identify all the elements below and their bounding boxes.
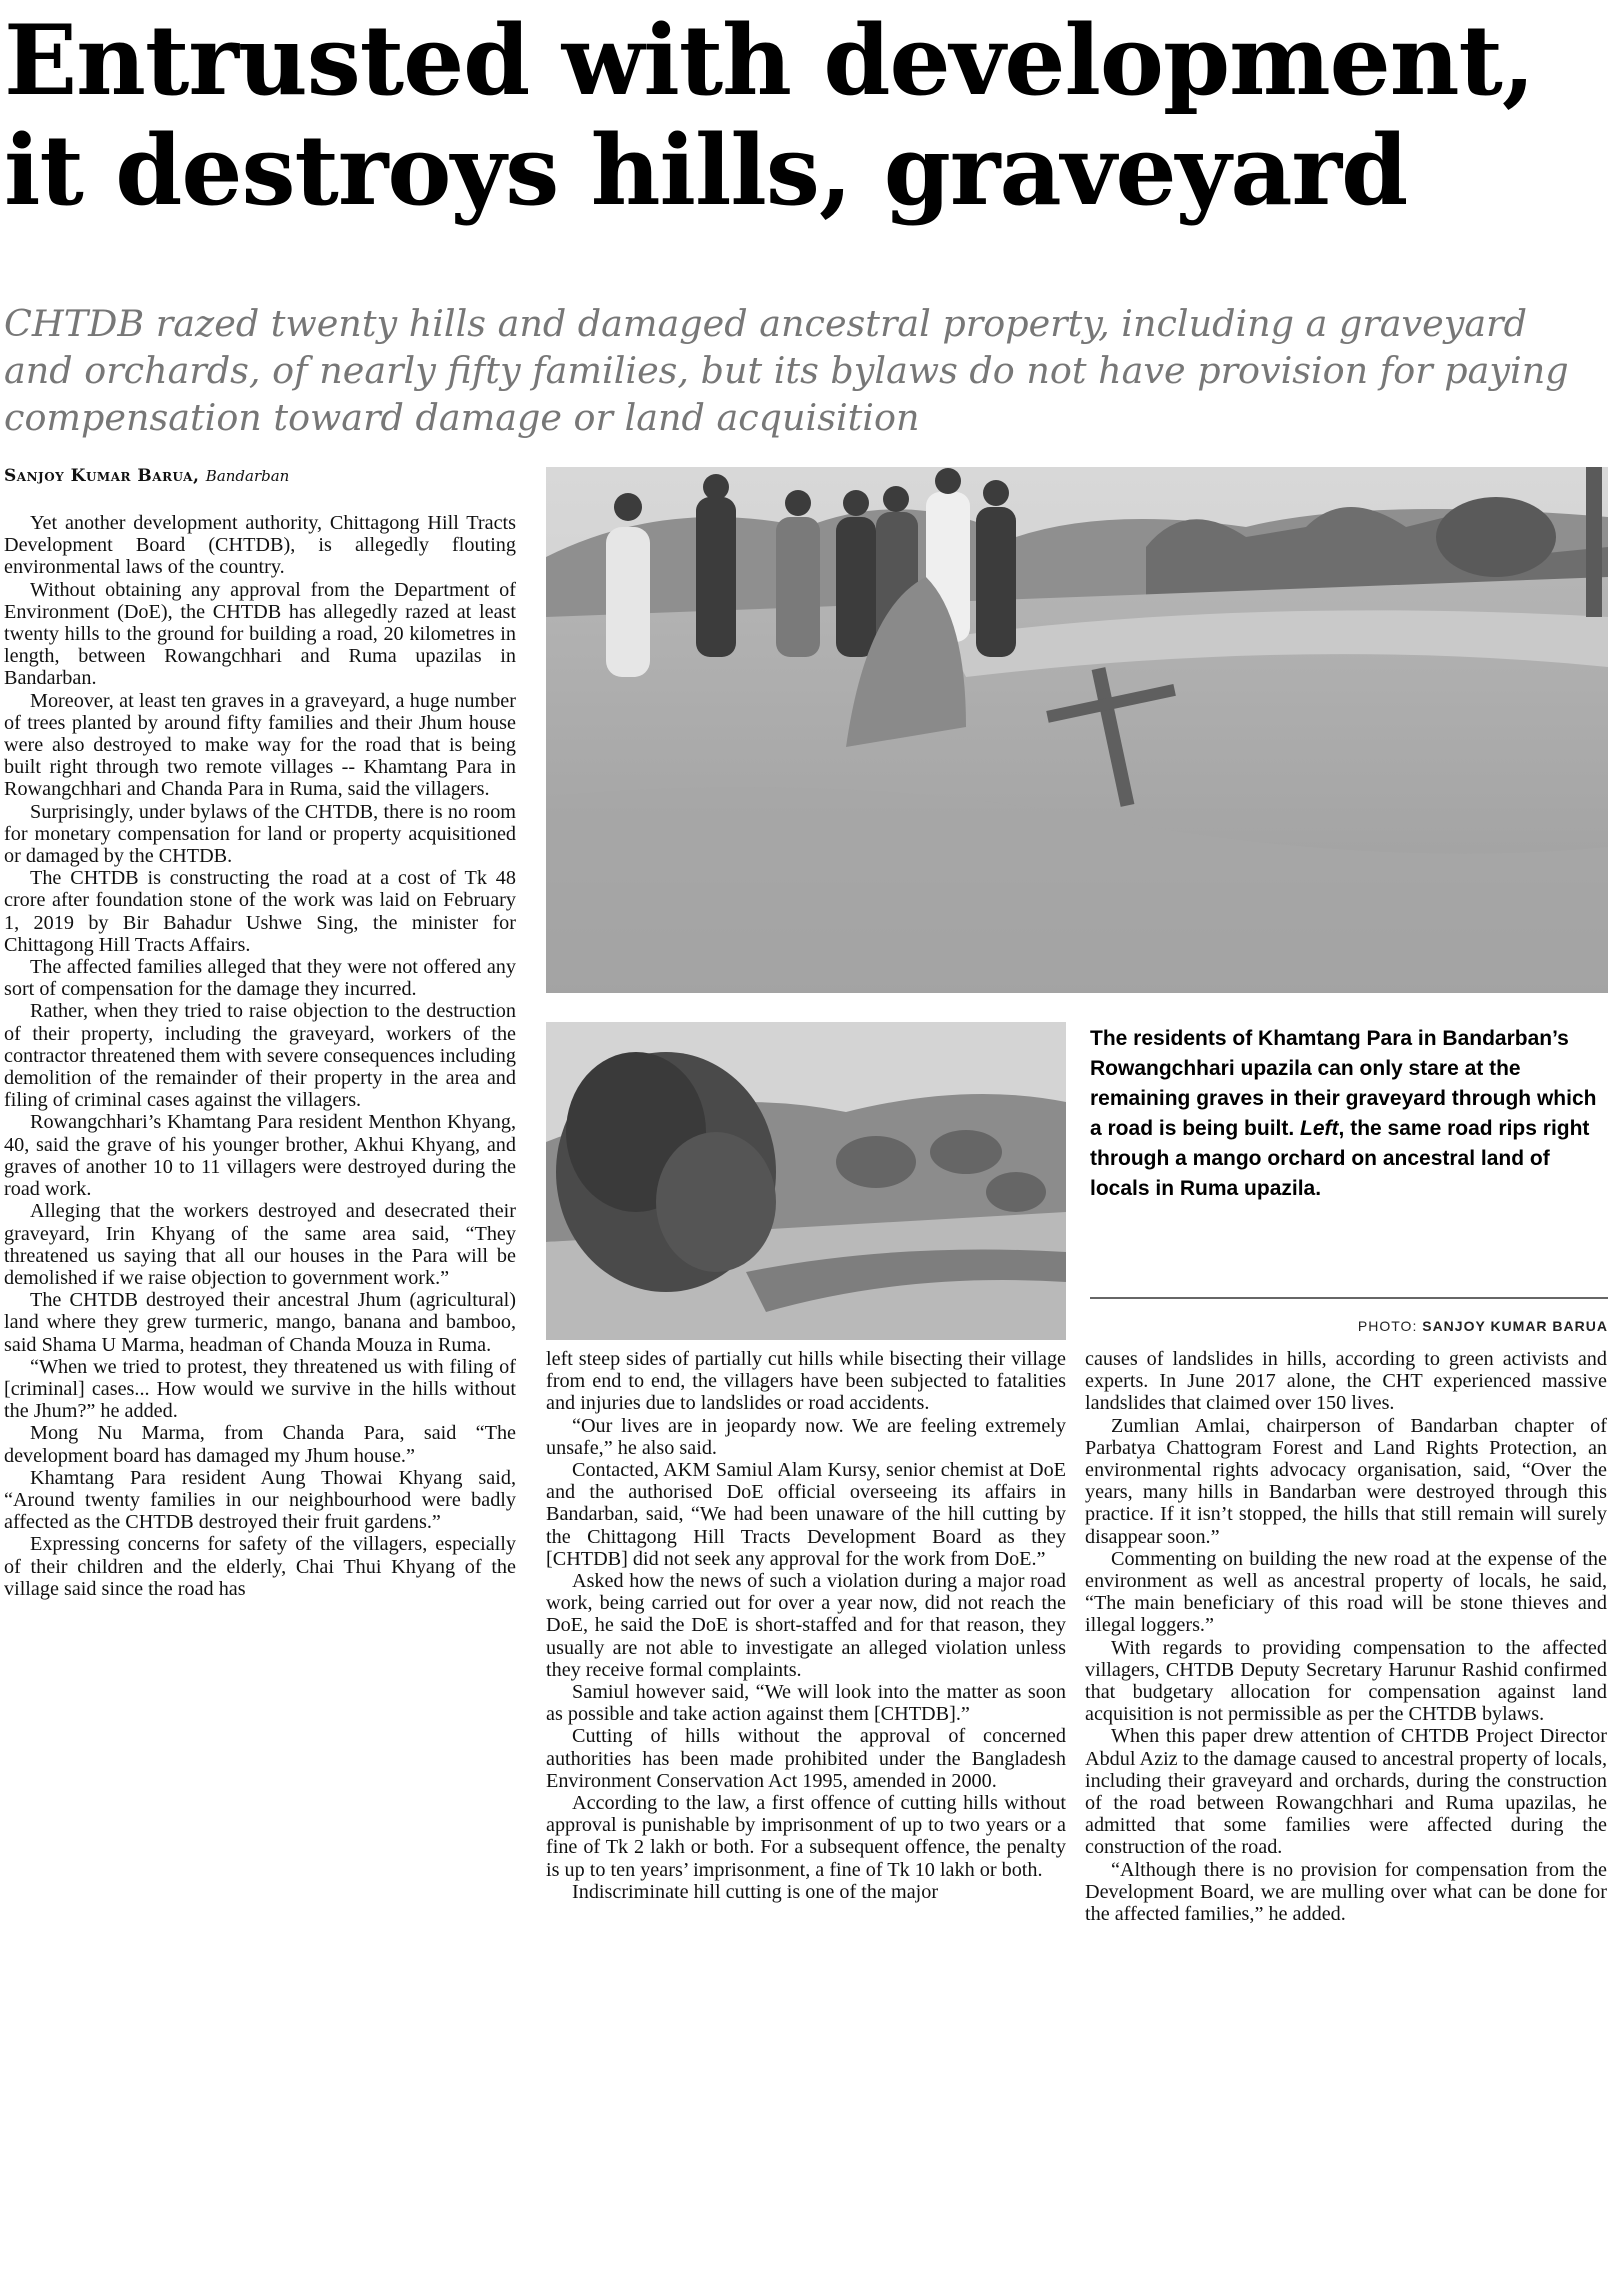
paragraph: “When we tried to protest, they threatened us with filing of [criminal] cases... How would we survive in the hills without the Jhum?” he added. — [4, 1355, 516, 1423]
paragraph: “Although there is no provision for compensation from the Development Board, we are mulling over what can be done for the affected families,” he added. — [1085, 1858, 1607, 1926]
headline-line-1: Entrusted with development, — [4, 4, 1535, 117]
paragraph: Rather, when they tried to raise objection to the destruction of their property, including the graveyard, workers of the contractor threatened them with severe consequences including demolition of the remainder of their property in the area and filing of criminal cases against the villagers. — [4, 1000, 516, 1112]
byline — [4, 466, 289, 486]
secondary-photo — [546, 1022, 1066, 1340]
paragraph: Cutting of hills without the approval of concerned authorities has been made prohibited under the Bangladesh Environment Conservation Act 1995, amended in 2000. — [546, 1725, 1066, 1792]
caption-text-1: The residents of Khamtang Para in Bandarban’s Rowangchhari upazila can only stare at the remaining graves in their graveyard through which a road is being built. — [1090, 1027, 1597, 1140]
paragraph: The CHTDB is constructing the road at a cost of Tk 48 crore after foundation stone of the work was laid on February 1, 2019 by Bir Bahadur Ushwe Sing, the minister for Chittagong Hill Tracts Affairs. — [4, 867, 516, 956]
paragraph: Contacted, AKM Samiul Alam Kursy, senior chemist at DoE and the authorised DoE official overseeing its affairs in Bandarban, said, “We had been unaware of the hill cutting by the Chittagong Hill Tracts Development Board as they [CHTDB] did not seek any approval for the work from DoE.” — [546, 1459, 1066, 1570]
paragraph: The CHTDB destroyed their ancestral Jhum (agricultural) land where they grew turmeric, mango, banana and bamboo, said Shama U Marma, headman of Chanda Mouza in Ruma. — [4, 1289, 516, 1356]
paragraph: Khamtang Para resident Aung Thowai Khyang said, “Around twenty families in our neighbourhood were badly affected as the CHTDB destroyed their fruit gardens.” — [4, 1466, 516, 1534]
paragraph: Alleging that the workers destroyed and desecrated their graveyard, Irin Khyang of the same area said, “They threatened us saying that all our houses in the Para will be demolished if we raise objection to government work.” — [4, 1200, 516, 1289]
photo-credit-label: PHOTO: — [1357, 1318, 1423, 1334]
caption-left-label: Left — [1300, 1117, 1339, 1140]
mango-tree — [556, 1052, 776, 1292]
paragraph: With regards to providing compensation to the affected villagers, CHTDB Deputy Secretary Harunur Rashid confirmed that budgetary allocation for compensation against land acquisition is not permissible as per the CHTDB bylaws. — [1085, 1636, 1607, 1726]
headline — [4, 6, 1604, 226]
paragraph: “Our lives are in jeopardy now. We are feeling extremely unsafe,” he also said. — [546, 1414, 1066, 1459]
paragraph: causes of landslides in hills, according to green activists and experts. In June 2017 alone, the CHT experienced massive landslides that claimed over 150 lives. — [1085, 1348, 1607, 1415]
article-column-2 — [546, 1348, 1066, 2284]
subheadline: CHTDB razed twenty hills and damaged ancestral property, including a graveyard and orchards, of nearly fifty families, but its bylaws do not have provision for paying compensation toward damage or land acquisition — [4, 302, 1569, 439]
paragraph: When this paper drew attention of CHTDB Project Director Abdul Aziz to the damage caused to ancestral property of locals, including their graveyard and orchards, during the construction of the road between Rowangchhari and Ruma upazilas, he admitted that some families were affected during the construction of the road. — [1085, 1725, 1607, 1859]
paragraph: Zumlian Amlai, chairperson of Bandarban chapter of Parbatya Chattogram Forest and Land Rights Protection, an environmental rights advocacy organisation, said, “Over the years, many hills in Bandarban were destroyed through this practice. If it isn’t stopped, the hills that still remain will surely disappear soon.” — [1085, 1414, 1607, 1548]
headline-line-2: it destroys hills, graveyard — [4, 114, 1408, 227]
paragraph: Rowangchhari’s Khamtang Para resident Menthon Khyang, 40, said the grave of his younger brother, Akhui Khyang, and graves of another 10 to 11 villagers were destroyed during the road work. — [4, 1111, 516, 1201]
paragraph: The affected families alleged that they were not offered any sort of compensation for the damage they incurred. — [4, 956, 516, 1001]
paragraph: Asked how the news of such a violation during a major road work, being carried out for over a year now, did not reach the DoE, he said the DoE is short-staffed and for that reason, they usually are not able to investigate an alleged violation unless they receive formal complaints. — [546, 1570, 1066, 1681]
paragraph: Expressing concerns for safety of the villagers, especially of their children and the elderly, Chai Thui Khyang of the village said since the road has — [4, 1533, 516, 1600]
paragraph: Yet another development authority, Chittagong Hill Tracts Development Board (CHTDB), is allegedly flouting environmental laws of the country. — [4, 512, 516, 579]
secondary-photo-image — [546, 1022, 1066, 1340]
paragraph: Indiscriminate hill cutting is one of the major — [572, 1880, 939, 1903]
byline-name: Sanjoy Kumar Barua, — [4, 466, 200, 486]
paragraph: According to the law, a first offence of cutting hills without approval is punishable by imprisonment of up to two years or a fine of Tk 2 lakh or both. For a subsequent offence, the penalty is up to ten years’ imprisonment, a fine of Tk 10 lakh or both. — [546, 1792, 1066, 1881]
article-column-1 — [4, 512, 516, 2284]
main-photo — [546, 467, 1608, 993]
byline-place: Bandarban — [205, 467, 290, 485]
photo-caption — [1090, 1024, 1610, 1204]
paragraph: Without obtaining any approval from the Department of Environment (DoE), the CHTDB has allegedly razed at least twenty hills to the ground for building a road, 20 kilometres in length, between Rowangchhari and Ruma upazilas in Bandarban. — [4, 578, 516, 690]
article-column-3 — [1085, 1348, 1607, 2284]
paragraph: Samiul however said, “We will look into the matter as soon as possible and take action against them [CHTDB].” — [546, 1681, 1066, 1726]
photo-credit — [1090, 1318, 1608, 1334]
caption-text-2: , the same road rips right through a mango orchard on ancestral land of locals in Ruma upazila. — [1090, 1117, 1590, 1200]
credit-divider — [1090, 1297, 1608, 1299]
paragraph: Surprisingly, under bylaws of the CHTDB, there is no room for monetary compensation for land or property acquisitioned or damaged by the CHTDB. — [4, 800, 516, 868]
main-photo-image — [546, 467, 1608, 993]
paragraph: Commenting on building the new road at the expense of the environment as well as ancestral property of locals, he said, “The main beneficiary of this road will be stone thieves and illegal loggers.” — [1085, 1547, 1607, 1637]
paragraph: Mong Nu Marma, from Chanda Para, said “The development board has damaged my Jhum house.” — [4, 1422, 516, 1467]
paragraph: Moreover, at least ten graves in a graveyard, a huge number of trees planted by around fifty families and their Jhum house were also destroyed to make way for the road that is being built right through two remote villages -- Khamtang Para in Rowangchhari and Chanda Para in Ruma, said the villagers. — [4, 689, 516, 801]
paragraph: left steep sides of partially cut hills while bisecting their village from end to end, the villagers have been subjected to fatalities and injuries due to landslides or road accidents. — [546, 1348, 1066, 1415]
photo-credit-name: SANJOY KUMAR BARUA — [1422, 1318, 1608, 1334]
